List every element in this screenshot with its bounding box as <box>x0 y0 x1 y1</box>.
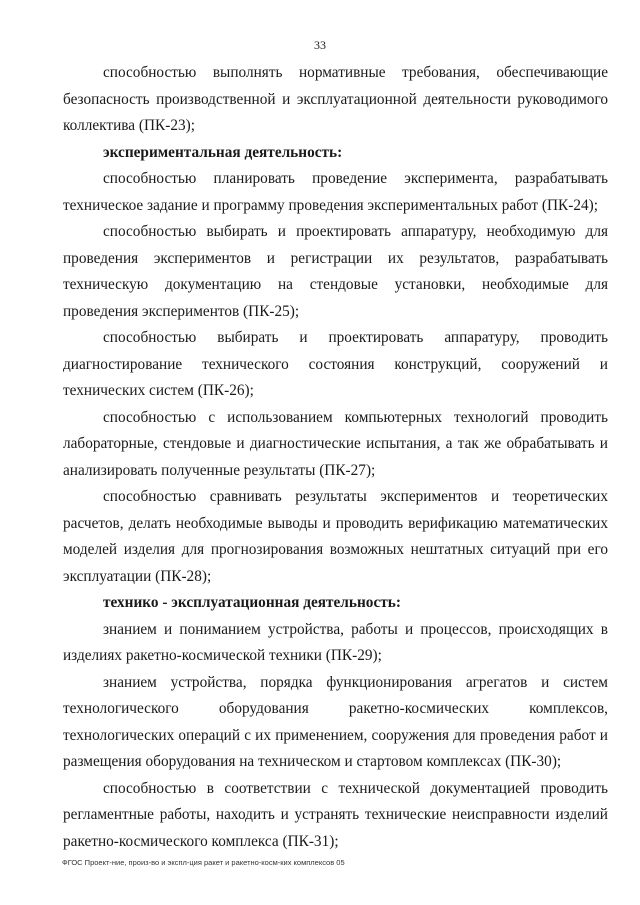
paragraph-pk-23: способностью выполнять нормативные требования, обеспечивающие безопасность производственной и эксплуатационной деятельности руководимого коллектива (ПК-23); <box>63 64 608 134</box>
paragraph-pk-31: способностью в соответствии с технической документацией проводить регламентные работы, находить и устранять технические неисправности изделий ракетно-космического комплекса (ПК-31); <box>63 779 608 850</box>
paragraph-pk-26: способностью выбирать и проектировать аппаратуру, проводить диагностирование технического состояния конструкций, сооружений и технических систем (ПК-26); <box>63 329 608 399</box>
page-footer: ФГОС Проект-ние, произ-во и экспл-ция ракет и ракетно-косм-ких комплексов 05 <box>62 858 345 867</box>
paragraph-pk-29: знанием и пониманием устройства, работы и процессов, происходящих в изделиях ракетно-космической техники (ПК-29); <box>63 620 608 664</box>
paragraph-pk-28: способностью сравнивать результаты экспериментов и теоретических расчетов, делать необходимые выводы и проводить верификацию математических моделей изделия для прогнозирования возможных нештатных ситуаций при его эксплуатации (ПК-28); <box>63 488 608 585</box>
paragraph-pk-25: способностью выбирать и проектировать аппаратуру, необходимую для проведения экспериментов и регистрации их результатов, разрабатывать техническую документацию на стендовые установки, необходимые для проведения экспериментов (ПК-25); <box>63 223 608 320</box>
section-heading-technical-operational: технико - эксплуатационная деятельность: <box>103 594 401 611</box>
paragraph-pk-27: способностью с использованием компьютерных технологий проводить лабораторные, стендовые и диагностические испытания, а так же обрабатывать и анализировать полученные результаты (ПК-27); <box>63 408 608 479</box>
section-heading-experimental: экспериментальная деятельность: <box>103 143 343 161</box>
page-number: 33 <box>314 38 326 52</box>
paragraph-pk-30: знанием устройства, порядка функционирования агрегатов и систем технологического оборудования ракетно-космических комплексов, технологических операций с их применением, сооружения для проведения работ и размещения оборудования на техническом и стартовом комплексах (ПК-30); <box>63 673 608 770</box>
document-body <box>63 60 608 855</box>
paragraph-pk-24: способностью планировать проведение эксперимента, разрабатывать техническое задание и программу проведения экспериментальных работ (ПК-24); <box>63 170 608 214</box>
